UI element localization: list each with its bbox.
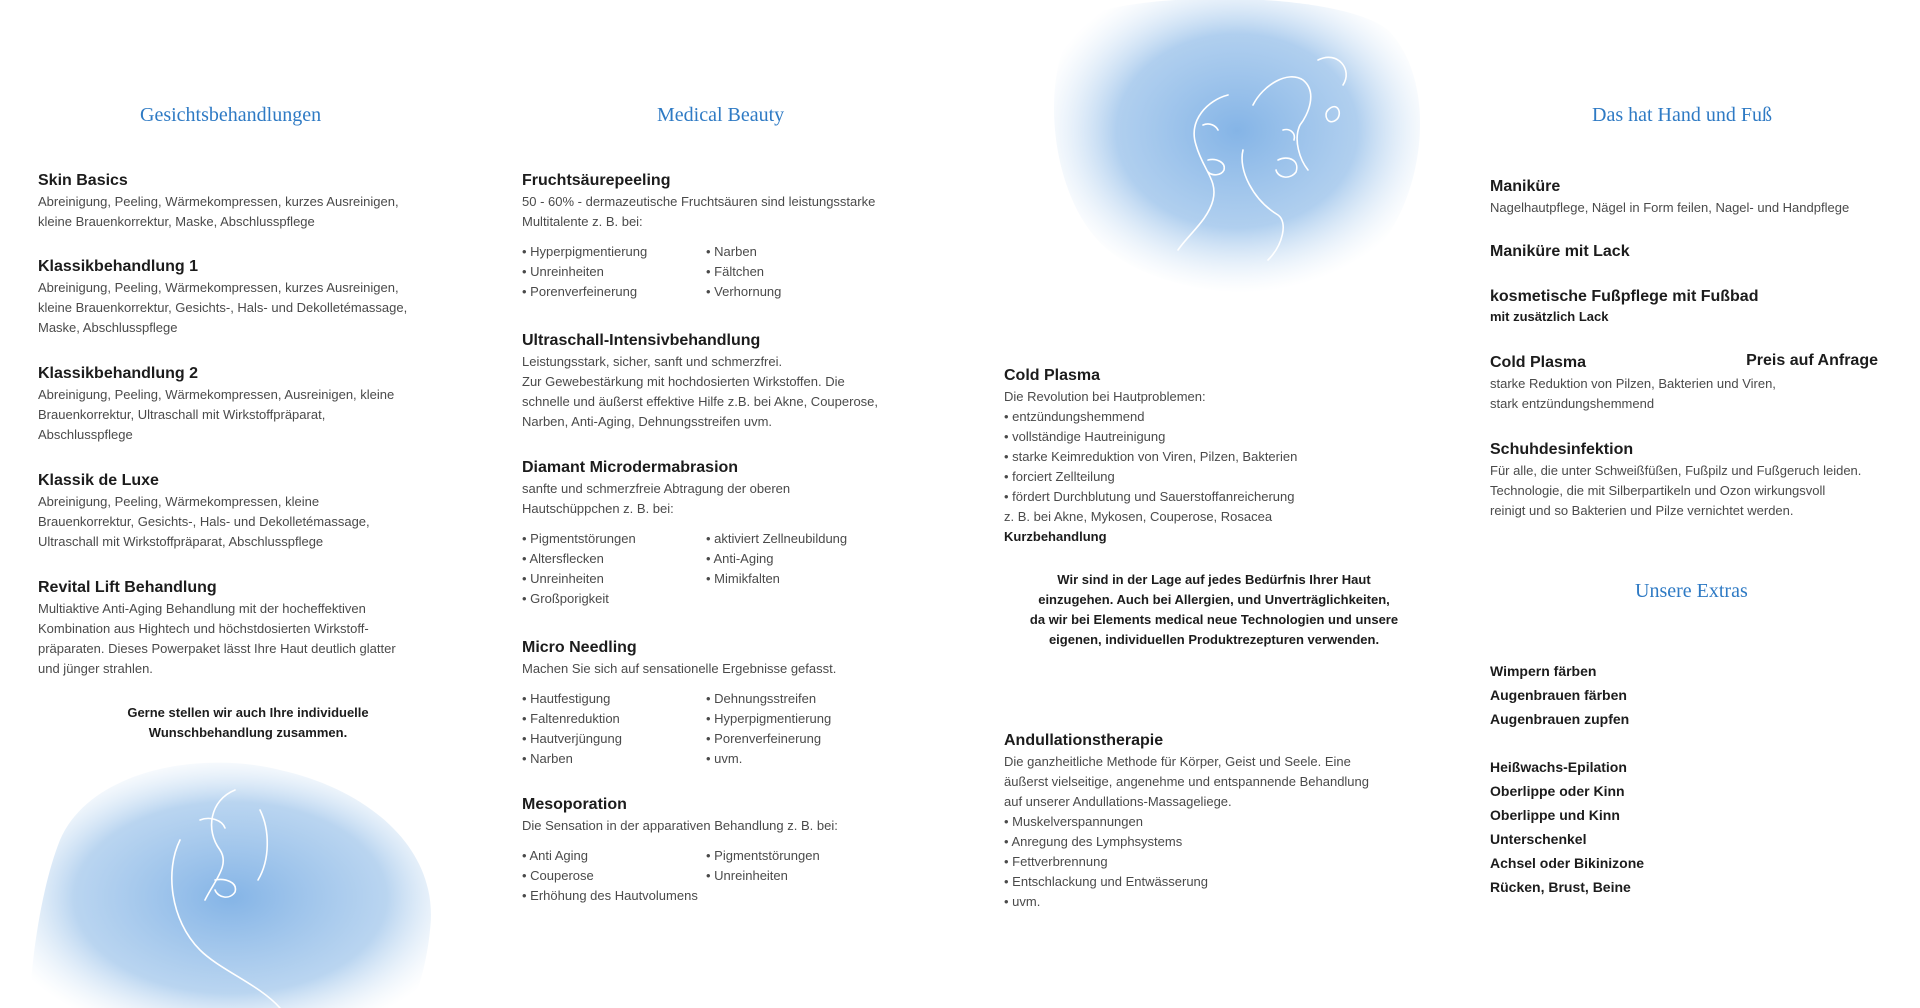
bullet-item: • Narben xyxy=(522,751,573,766)
watercolor-face-illustration-bottom xyxy=(30,750,450,1008)
extras-item: Augenbrauen färben xyxy=(1490,687,1627,703)
bullet-item: • Muskelverspannungen xyxy=(1004,814,1143,829)
column-title: Das hat Hand und Fuß xyxy=(1592,104,1772,126)
service-description: Die Sensation in der apparativen Behandlung z. B. bei: xyxy=(522,818,838,833)
bullet-list xyxy=(522,689,922,769)
extras-item: Heißwachs-Epilation xyxy=(1490,759,1627,775)
bullet-item: • Fältchen xyxy=(706,264,765,279)
service-description: Abreinigung, Peeling, Wärmekompressen, kurzes Ausreinigen, kleine Brauenkorrektur, Maske, Abschlusspflege xyxy=(38,194,399,229)
service-manikuere xyxy=(1490,176,1900,218)
extras-item: Achsel oder Bikinizone xyxy=(1490,855,1645,871)
bullet-item: • Hautverjüngung xyxy=(522,731,622,746)
service-title: Ultraschall-Intensivbehandlung xyxy=(522,332,761,349)
extras-list-brows xyxy=(1490,659,1900,731)
service-title: Maniküre xyxy=(1490,178,1561,195)
service-description: Machen Sie sich auf sensationelle Ergebnisse gefasst. xyxy=(522,661,837,676)
extras-list-waxing xyxy=(1490,755,1900,899)
service-title: Maniküre mit Lack xyxy=(1490,243,1630,260)
service-ultraschall-intensivbehandlung xyxy=(522,330,922,432)
service-description: Für alle, die unter Schweißfüßen, Fußpilz und Fußgeruch leiden. Technologie, die mit Silberpartikeln und Ozon wirkungsvoll reinigt und so Bakterien und Pilze vernichtet werden. xyxy=(1490,463,1862,518)
bullet-item: • Unreinheiten xyxy=(522,571,604,586)
service-cold-plasma-feet xyxy=(1490,352,1900,414)
bullet-item: • Unreinheiten xyxy=(522,264,604,279)
service-klassikbehandlung-1 xyxy=(38,256,458,338)
bullet-item: • Couperose xyxy=(522,868,594,883)
bullet-item: • vollständige Hautreinigung xyxy=(1004,429,1166,444)
service-andullationstherapie xyxy=(1004,730,1424,912)
service-title: Klassikbehandlung 1 xyxy=(38,258,199,275)
bullet-item: • fördert Durchblutung und Sauerstoffanreicherung xyxy=(1004,489,1295,504)
bullet-item: • uvm. xyxy=(1004,894,1041,909)
service-title: Cold Plasma xyxy=(1004,367,1101,384)
extras-item: Augenbrauen zupfen xyxy=(1490,711,1630,727)
extras-item: Rücken, Brust, Beine xyxy=(1490,879,1631,895)
service-description: Die Revolution bei Hautproblemen: xyxy=(1004,389,1206,404)
bullet-item: • Hyperpigmentierung xyxy=(522,244,648,259)
service-title: Klassik de Luxe xyxy=(38,472,159,489)
bullet-item: • Fettverbrennung xyxy=(1004,854,1108,869)
service-title: Revital Lift Behandlung xyxy=(38,579,217,596)
service-indications: z. B. bei Akne, Mykosen, Couperose, Rosacea xyxy=(1004,509,1273,524)
elements-medical-note: Wir sind in der Lage auf jedes Bedürfnis Ihrer Haut einzugehen. Auch bei Allergien, und Unverträglichkeiten, da wir bei Elements medical neue Technologien und unsere eigenen, individuellen Produktrezepturen verwenden. xyxy=(1029,572,1399,647)
service-title: Klassikbehandlung 2 xyxy=(38,365,199,382)
bullet-list xyxy=(522,846,922,906)
bullet-item: • Pigmentstörungen xyxy=(706,848,820,863)
service-title: Skin Basics xyxy=(38,172,128,189)
service-description: Leistungsstark, sicher, sanft und schmerzfrei. Zur Gewebestärkung mit hochdosierten Wirkstoffen. Die schnelle und äußerst effektive Hilfe z.B. bei Akne, Couperose, Narben, Anti-Aging, Dehnungsstreifen uvm. xyxy=(522,354,879,429)
service-description: Abreinigung, Peeling, Wärmekompressen, Ausreinigen, kleine Brauenkorrektur, Ultraschall mit Wirkstoffpräparat, Abschlusspflege xyxy=(38,387,395,442)
service-mesoporation xyxy=(522,794,922,906)
bullet-list xyxy=(522,529,922,609)
service-description: Nagelhautpflege, Nägel in Form feilen, Nagel- und Handpflege xyxy=(1490,200,1850,215)
bullet-item: • Erhöhung des Hautvolumens xyxy=(522,888,698,903)
service-title: Schuhdesinfektion xyxy=(1490,441,1634,458)
service-manikuere-mit-lack xyxy=(1490,241,1900,263)
service-fruchtsaeurepeeling xyxy=(522,170,922,302)
bullet-item: • Hyperpigmentierung xyxy=(706,711,832,726)
service-description: Die ganzheitliche Methode für Körper, Geist und Seele. Eine äußerst vielseitige, angenehme und entspannende Behandlung auf unserer Andullations-Massageliege. xyxy=(1004,754,1369,809)
service-klassik-de-luxe xyxy=(38,470,458,552)
bullet-list xyxy=(1004,407,1424,507)
wunschbehandlung-note: Gerne stellen wir auch Ihre individuelle Wunschbehandlung zusammen. xyxy=(127,705,369,740)
bullet-item: • uvm. xyxy=(706,751,743,766)
extras-item: Unterschenkel xyxy=(1490,831,1587,847)
watercolor-face-illustration-top xyxy=(1038,0,1438,310)
bullet-item: • Pigmentstörungen xyxy=(522,531,636,546)
bullet-item: • Entschlackung und Entwässerung xyxy=(1004,874,1209,889)
bullet-item: • Verhornung xyxy=(706,284,782,299)
service-schuhdesinfektion xyxy=(1490,439,1900,521)
bullet-item: • Unreinheiten xyxy=(706,868,788,883)
column-title: Medical Beauty xyxy=(657,104,785,126)
service-description: Abreinigung, Peeling, Wärmekompressen, kleine Brauenkorrektur, Gesichts-, Hals- und Dekolletémassage, Ultraschall mit Wirkstoffpräparat, Abschlusspflege xyxy=(38,494,370,549)
price-on-request: Preis auf Anfrage xyxy=(1746,352,1878,369)
bullet-item: • Anti-Aging xyxy=(706,551,774,566)
bullet-item: • Dehnungsstreifen xyxy=(706,691,817,706)
bullet-item: • starke Keimreduktion von Viren, Pilzen, Bakterien xyxy=(1004,449,1298,464)
bullet-item: • Anti Aging xyxy=(522,848,588,863)
bullet-item: • Porenverfeinerung xyxy=(522,284,638,299)
column-title: Gesichtsbehandlungen xyxy=(140,104,322,126)
service-skin-basics xyxy=(38,170,458,232)
service-title: Fruchtsäurepeeling xyxy=(522,172,671,189)
service-title: Cold Plasma xyxy=(1490,354,1587,371)
service-klassikbehandlung-2 xyxy=(38,363,458,445)
bullet-item: • aktiviert Zellneubildung xyxy=(706,531,848,546)
service-revital-lift xyxy=(38,577,458,679)
bullet-item: • Anregung des Lymphsystems xyxy=(1004,834,1183,849)
bullet-item: • Narben xyxy=(706,244,757,259)
extras-item: Oberlippe und Kinn xyxy=(1490,807,1620,823)
bullet-item: • Faltenreduktion xyxy=(522,711,620,726)
bullet-item: • entzündungshemmend xyxy=(1004,409,1145,424)
service-description: sanfte und schmerzfreie Abtragung der oberen Hautschüppchen z. B. bei: xyxy=(522,481,791,516)
service-title: Mesoporation xyxy=(522,796,627,813)
service-title: Micro Needling xyxy=(522,639,637,656)
bullet-item: • Hautfestigung xyxy=(522,691,611,706)
service-subtitle: Kurzbehandlung xyxy=(1004,529,1107,544)
service-title: Andullationstherapie xyxy=(1004,732,1164,749)
bullet-list xyxy=(1004,812,1424,912)
extras-item: Wimpern färben xyxy=(1490,663,1597,679)
extras-title: Unsere Extras xyxy=(1635,580,1748,602)
service-title: Diamant Microdermabrasion xyxy=(522,459,739,476)
service-micro-needling xyxy=(522,637,922,769)
service-title: kosmetische Fußpflege mit Fußbad xyxy=(1490,288,1759,305)
extras-item: Oberlippe oder Kinn xyxy=(1490,783,1625,799)
service-fusspflege xyxy=(1490,286,1900,326)
service-description: Abreinigung, Peeling, Wärmekompressen, kurzes Ausreinigen, kleine Brauenkorrektur, Gesichts-, Hals- und Dekolletémassage, Maske, Abschlusspflege xyxy=(38,280,408,335)
bullet-item: • Großporigkeit xyxy=(522,591,609,606)
bullet-item: • forciert Zellteilung xyxy=(1004,469,1115,484)
bullet-item: • Mimikfalten xyxy=(706,571,780,586)
bullet-list xyxy=(522,242,922,302)
service-description: starke Reduktion von Pilzen, Bakterien und Viren, stark entzündungshemmend xyxy=(1490,376,1776,411)
service-subtitle: mit zusätzlich Lack xyxy=(1490,309,1609,324)
bullet-item: • Porenverfeinerung xyxy=(706,731,822,746)
service-description: 50 - 60% - dermazeutische Fruchtsäuren sind leistungsstarke Multitalente z. B. bei: xyxy=(522,194,876,229)
service-diamant-microdermabrasion xyxy=(522,457,922,609)
service-description: Multiaktive Anti-Aging Behandlung mit der hocheffektiven Kombination aus Hightech und höchstdosierten Wirkstoff- präparaten. Dieses Powerpaket lässt Ihre Haut deutlich glatter und jünger strahlen. xyxy=(38,601,396,676)
service-cold-plasma xyxy=(1004,365,1424,547)
bullet-item: • Altersflecken xyxy=(522,551,604,566)
